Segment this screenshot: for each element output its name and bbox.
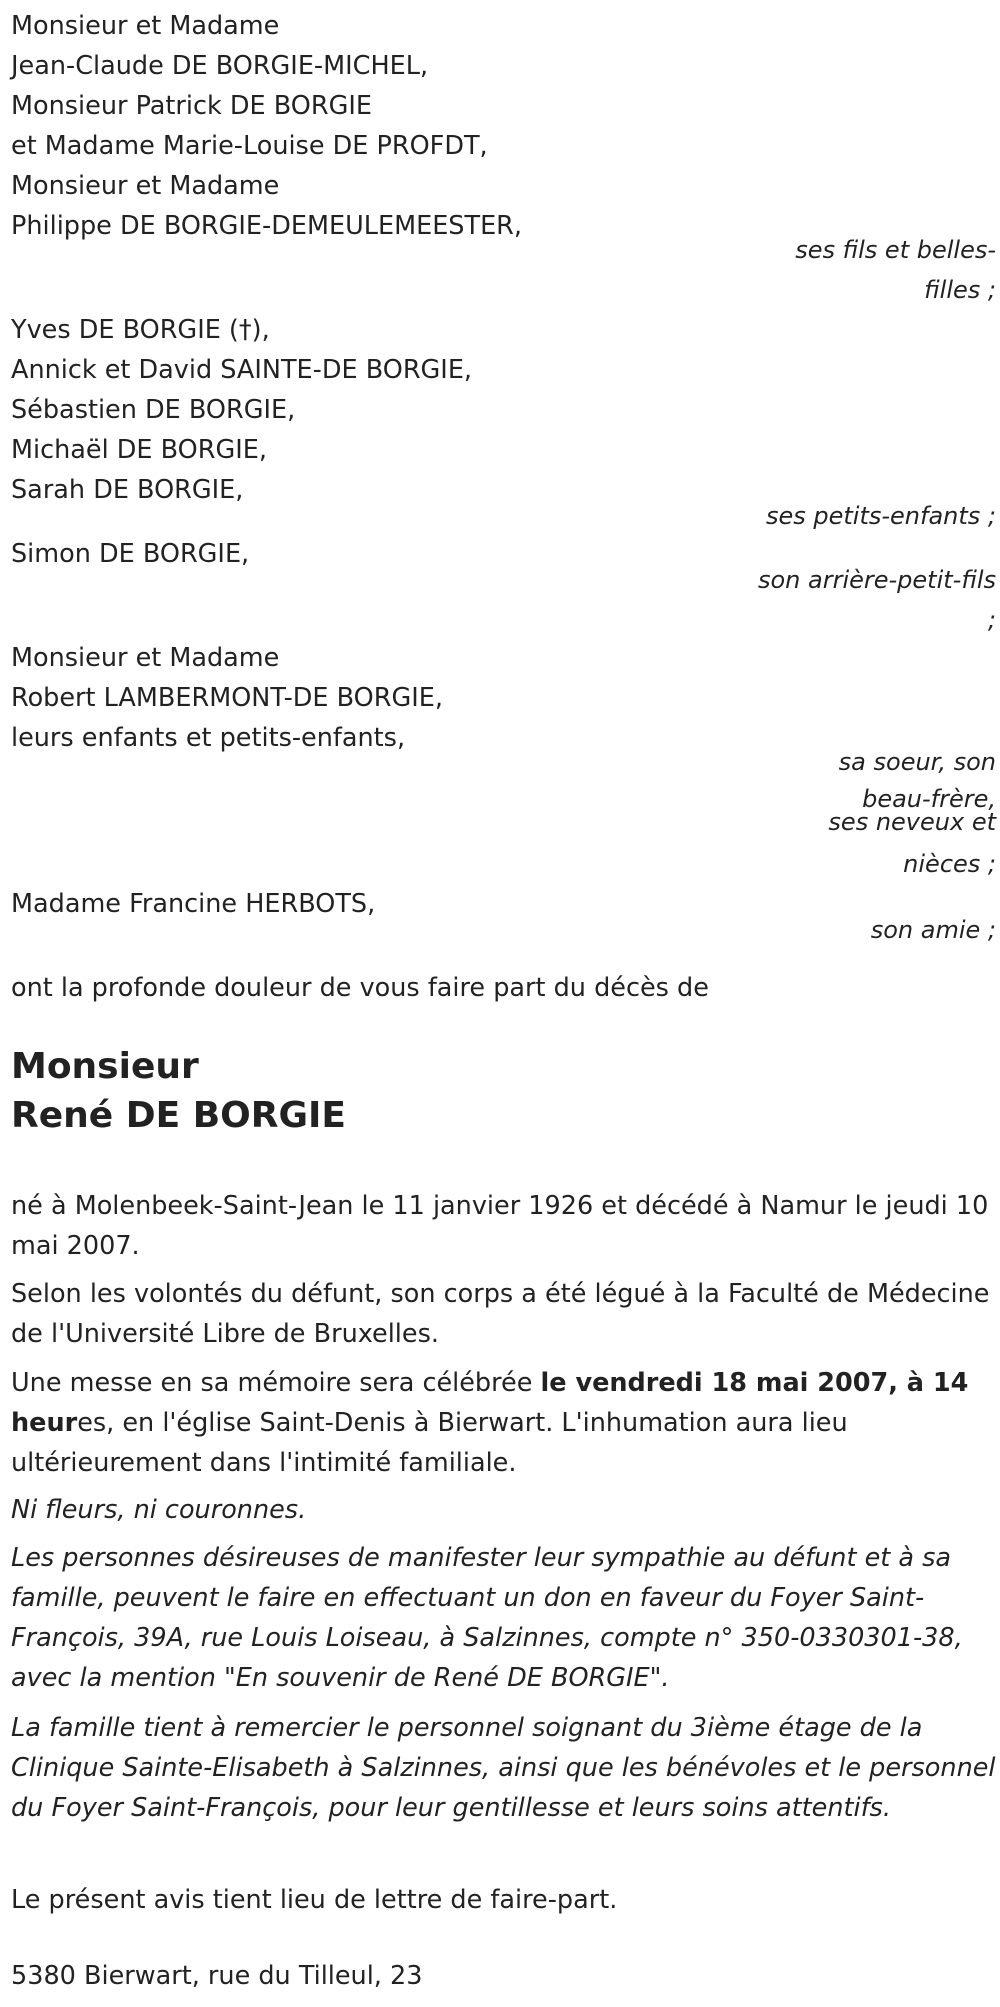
deceased-title: Monsieur [11, 1046, 199, 1087]
family-line: Sébastien DE BORGIE, [11, 395, 296, 425]
family-group-sons [11, 6, 522, 246]
family-line: Monsieur Patrick DE BORGIE [11, 91, 372, 121]
relation-sons [696, 230, 996, 310]
family-line: Michaël DE BORGIE, [11, 435, 267, 465]
family-line: Monsieur et Madame [11, 11, 280, 41]
family-line: Philippe DE BORGIE-DEMEULEMEESTER, [11, 211, 523, 241]
relation-line: sa soeur, son [838, 748, 996, 776]
mass-paragraph [11, 1363, 996, 1483]
birth-death-paragraph: né à Molenbeek-Saint-Jean le 11 janvier 1926 et décédé à Namur le jeudi 10 mai 2007. [11, 1191, 989, 1261]
family-line: Simon DE BORGIE, [11, 539, 250, 569]
family-line: Robert LAMBERMONT-DE BORGIE, [11, 683, 443, 713]
no-flowers-paragraph: Ni fleurs, ni couronnes. [11, 1495, 307, 1525]
family-line: Monsieur et Madame [11, 643, 280, 673]
family-group-great-grandson [11, 534, 249, 574]
family-line: Yves DE BORGIE (†), [11, 315, 270, 345]
family-group-sister [11, 638, 443, 758]
relation-friend: son amie ; [870, 916, 996, 944]
deceased-name-block [11, 1042, 346, 1140]
family-line: Annick et David SAINTE-DE BORGIE, [11, 355, 473, 385]
notice-paragraph: Le présent avis tient lieu de lettre de faire-part. [11, 1885, 618, 1915]
announcement-text: ont la profonde douleur de vous faire part du décès de [11, 973, 709, 1003]
family-group-friend [11, 884, 375, 924]
family-line: leurs enfants et petits-enfants, [11, 723, 406, 753]
mass-prefix: Une messe en sa mémoire sera célébrée [11, 1368, 541, 1398]
relation-line: filles ; [924, 276, 996, 304]
mass-date: le vendredi 18 mai 2007, à 14 heur [11, 1368, 969, 1438]
relation-line: ses fils et belles- [795, 236, 996, 264]
family-line: Jean-Claude DE BORGIE-MICHEL, [11, 51, 429, 81]
relation-great-grandson [696, 560, 996, 640]
relation-line: beau-frère, [862, 785, 996, 813]
deceased-name: René DE BORGIE [11, 1095, 347, 1136]
family-line: Sarah DE BORGIE, [11, 475, 244, 505]
donation-paragraph: Les personnes désireuses de manifester leur sympathie au défunt et à sa famille, peuvent le faire en effectuant un don en faveur du Foyer Saint-François, 39A, rue Louis Loiseau, à Salzinnes, compte n° 350-0330301-38, avec la mention "En souvenir de René DE BORGIE". [11, 1543, 963, 1693]
relation-line: nièces ; [903, 850, 996, 878]
relation-sister [696, 742, 996, 884]
family-group-grandchildren [11, 310, 472, 510]
mass-suffix: es, en l'église Saint-Denis à Bierwart. L'inhumation aura lieu ultérieurement dans l'intimité familiale. [11, 1408, 848, 1478]
family-line: Madame Francine HERBOTS, [11, 889, 376, 919]
family-line: Monsieur et Madame [11, 171, 280, 201]
family-line: et Madame Marie-Louise DE PROFDT, [11, 131, 488, 161]
relation-line: ; [987, 606, 996, 634]
relation-grandchildren: ses petits-enfants ; [765, 502, 996, 530]
relation-line: ses neveux et [828, 808, 996, 836]
body-donation-paragraph: Selon les volontés du défunt, son corps a été légué à la Faculté de Médecine de l'Université Libre de Bruxelles. [11, 1279, 990, 1349]
thanks-paragraph: La famille tient à remercier le personnel soignant du 3ième étage de la Clinique Sainte-Elisabeth à Salzinnes, ainsi que les bénévoles et le personnel du Foyer Saint-François, pour leur gentillesse et leurs soins attentifs. [11, 1713, 996, 1823]
relation-line: son arrière-petit-fils [757, 566, 996, 594]
address: 5380 Bierwart, rue du Tilleul, 23 [11, 1961, 423, 1991]
